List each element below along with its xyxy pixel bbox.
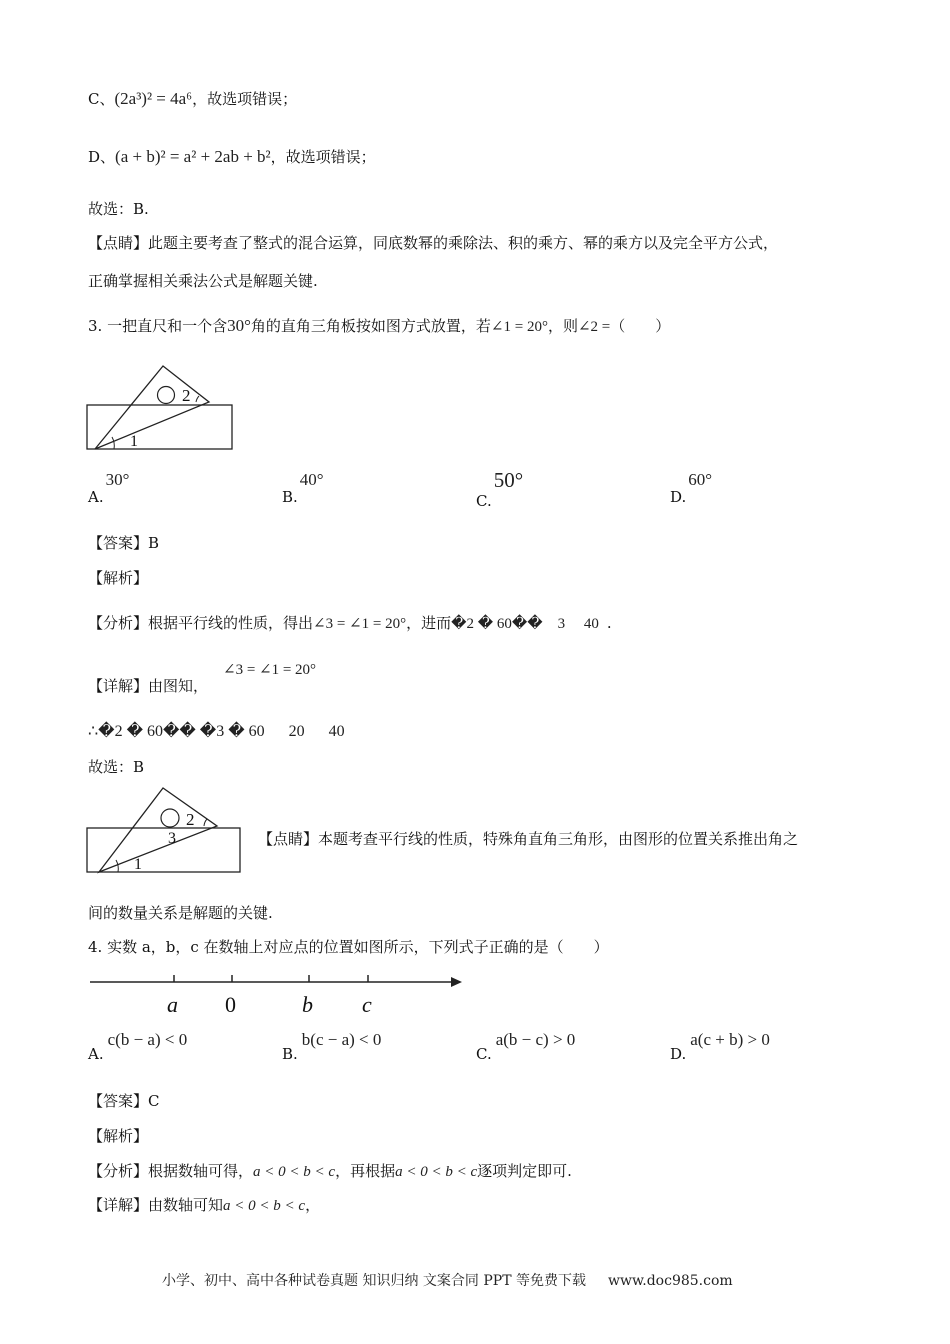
q3-xiangjie-text: 由图知， [148,677,209,695]
triangle-hole-2 [161,809,179,827]
angle1-label-2: 1 [134,856,142,873]
angle3-label: 3 [168,830,176,847]
q3-option-b[interactable] [282,470,324,506]
q3-therefore: ∴�2 � 60�� �3 � 60 20 40 [88,723,345,740]
q3-stem [88,315,670,336]
q3-option-d[interactable] [670,470,713,506]
q3-deg30: 30° [227,316,251,335]
q4-xiangjie [88,1194,320,1215]
q4-xiangjie-end: ， [305,1196,321,1214]
ruler-shape-2 [87,828,240,872]
angle2-arc [196,396,199,402]
axis-label-c: c [362,992,372,1017]
q3-answer [88,532,159,553]
q3-option-a-value: 30° [105,470,130,489]
q3-option-d-label: D. [670,488,687,506]
q3-option-a[interactable] [88,470,130,506]
page-footer [162,1270,733,1290]
q4-analysis-tag: 【解析】 [88,1127,149,1145]
q3-xiangjie [88,675,208,696]
q4-option-a-value: c(b − a) < 0 [107,1030,188,1049]
q3-cond: ∠1 = 20° [490,319,548,335]
axis-label-b: b [302,992,313,1017]
axis-label-a: a [167,992,178,1017]
footer-url[interactable]: www.doc985.com [607,1273,733,1289]
triangle-hole [158,387,175,404]
angle1-label: 1 [130,433,138,450]
angle2-label-2: 2 [186,810,195,829]
q4-fenxi-text3: 逐项判定即可. [477,1162,572,1180]
item-c [88,88,297,109]
q3-option-c-value: 50° [493,468,524,492]
q4-xiangjie-tag: 【详解】 [88,1196,149,1214]
q3-option-b-label: B. [282,488,298,506]
footer-text: 小学、初中、高中各种试卷真题 知识归纳 文案合同 PPT 等免费下载 [162,1273,586,1289]
q3-answer-value: B [148,534,160,552]
q4-xiangjie-text: 由数轴可知 [148,1196,224,1214]
q2-comment-line2: 正确掌握相关乘法公式是解题关键. [88,272,318,290]
q4-stem: 4. 实数 a，b，c 在数轴上对应点的位置如图所示，下列式子正确的是（ ） [88,938,609,956]
q3-option-a-label: A. [88,488,104,506]
ruler-triangle-figure-annotated [84,783,244,878]
number-line-arrow [451,977,462,987]
q4-option-d[interactable] [670,1030,770,1063]
q4-fenxi-text: 根据数轴可得， [148,1162,254,1180]
q4-answer [88,1090,160,1111]
item-d [88,146,376,167]
q3-fenxi-text: 根据平行线的性质，得出 [148,614,314,632]
triangle-shape-2 [99,788,217,872]
q3-comment-line2: 间的数量关系是解题的关键. [88,904,273,922]
angle2-arc-2 [204,819,207,826]
q2-choice: 故选：B. [88,200,149,218]
q3-answer-tag: 【答案】 [88,534,149,552]
angle1-arc-2 [116,860,118,872]
triangle-shape [95,366,209,449]
q3-fenxi-end: . [606,614,612,632]
q3-fenxi [88,612,612,633]
q4-option-b-label: B. [282,1045,298,1063]
q3-option-c[interactable] [476,468,524,510]
number-line [88,970,468,1020]
angle1-arc [112,437,114,449]
ruler-triangle-figure [84,360,240,455]
q4-answer-value: C [148,1092,160,1110]
ruler-shape [87,405,232,449]
q4-option-d-value: a(c + b) > 0 [690,1030,770,1049]
q3-fenxi-text2: ，进而 [406,614,452,632]
q4-xiangjie-formula: a < 0 < b < c [223,1198,306,1214]
q4-option-b-value: b(c − a) < 0 [301,1030,382,1049]
item-c-note: ，故选项错误； [192,90,298,108]
axis-label-0: 0 [225,992,236,1017]
q4-option-d-label: D. [670,1045,687,1063]
q3-xiangjie-formula [223,660,316,679]
q4-fenxi-formula2: a < 0 < b < c [395,1164,478,1180]
q3-fenxi-garbled: �2 � 60�� 3 40 [451,616,599,632]
q3-analysis-tag: 【解析】 [88,569,149,587]
q3-option-b-value: 40° [299,470,324,489]
item-d-formula: (a + b)² = a² + 2ab + b² [115,147,271,166]
q3-fenxi-formula: ∠3 = ∠1 = 20° [313,616,407,632]
q4-option-c[interactable] [476,1030,576,1063]
item-d-note: ，故选项错误； [270,148,376,166]
item-d-label: D、 [88,148,116,166]
q3-option-c-label: C. [476,492,492,510]
q4-fenxi-tag: 【分析】 [88,1162,149,1180]
angle2-label: 2 [182,386,191,405]
q4-fenxi-text2: ，再根据 [335,1162,396,1180]
q4-fenxi-formula: a < 0 < b < c [253,1164,336,1180]
q3-xiangjie-tag: 【详解】 [88,677,149,695]
q3-stem-c: ，则 [547,317,578,335]
q4-answer-tag: 【答案】 [88,1092,149,1110]
q4-option-c-value: a(b − c) > 0 [495,1030,576,1049]
q3-fenxi-tag: 【分析】 [88,614,149,632]
q3-stem-b: 角的直角三角板按如图方式放置，若 [250,317,491,335]
q3-choice: 故选：B [88,758,145,776]
q3-ask: ∠2 =（ ） [577,319,671,335]
item-c-label: C、 [88,90,115,108]
q2-comment-line1: 【点睛】此题主要考查了整式的混合运算，同底数幂的乘除法、积的乘方、幂的乘方以及完全平方公式， [88,234,779,252]
q3-option-d-value: 60° [688,470,713,489]
q4-option-a-label: A. [88,1045,104,1063]
q3-comment-line1: 【点睛】本题考查平行线的性质，特殊角直角三角形，由图形的位置关系推出角之 [258,830,799,848]
q4-option-c-label: C. [476,1045,492,1063]
q3-xiangjie-formula-text: ∠3 = ∠1 = 20° [223,662,317,678]
q4-option-b[interactable] [282,1030,382,1063]
item-c-formula: (2a³)² = 4a⁶ [114,89,193,108]
q4-fenxi [88,1160,572,1181]
q4-option-a[interactable] [88,1030,188,1063]
q3-stem-a: 3. 一把直尺和一个含 [88,317,228,335]
